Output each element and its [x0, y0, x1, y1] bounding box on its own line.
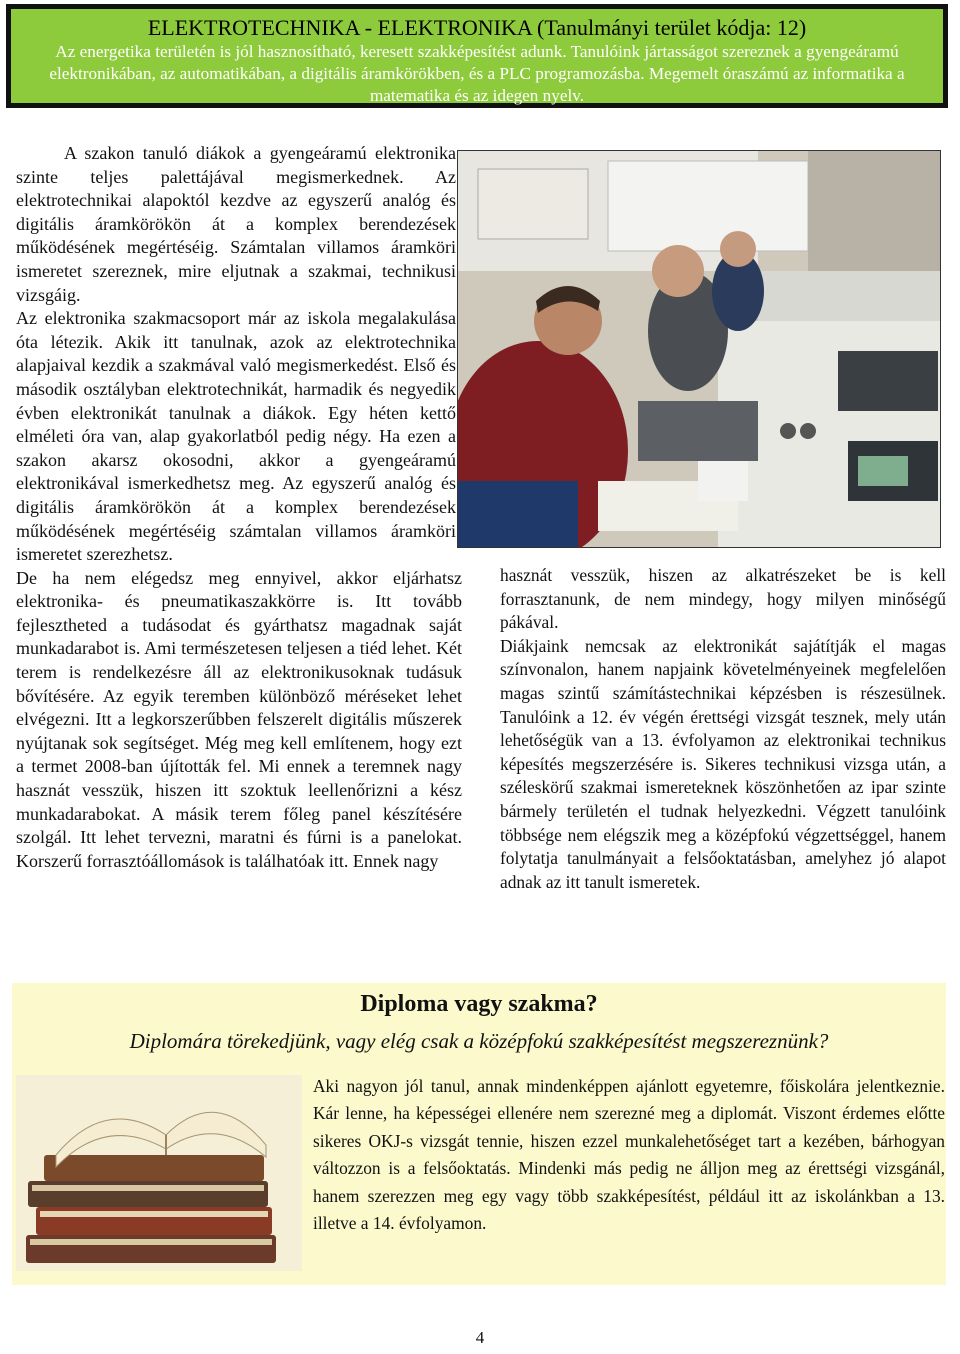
classroom-photo: [457, 150, 941, 548]
diploma-text: Aki nagyon jól tanul, annak mindenképpen ajánlott egyetemre, főiskolára jelentkeznie. Kár lenne, ha képességei ellenére nem szerezné meg a diplomát. Viszont érdemes előtte sikeres OKJ-s vizsgát tennie, hiszen ezzel munkalehetőséget tart a kezében, bárhogyan változzon is a felsőoktatás. Mindenki más pedig ne álljon meg az érettségi vizsgánál, hanem szerezzen meg egy vagy több szakképesítést, például itt az iskolánkban a 13. illetve a 14. évfolyamon.: [313, 1076, 945, 1234]
page-number: 4: [475, 1328, 485, 1347]
banner-text: Az energetika területén is jól hasznosítható, keresett szakképesítést adunk. Tanulóink jártasságot szereznek a gyengeáramú elektronikában, az automatikában, a digitális áramkörökben, és a PLC programozásba. Megemelt óraszámú az informatika a matematika és az idegen nyelv.: [49, 42, 905, 105]
banner-title: ELEKTROTECHNIKA - ELEKTRONIKA (Tanulmányi terület kódja: 12): [147, 15, 807, 40]
diploma-title: Diploma vagy szakma?: [360, 991, 598, 1017]
header-banner: [6, 4, 948, 108]
left-paragraph-3: De ha nem elégedsz meg ennyivel, akkor eljárhatsz elektronika- és pneumatikaszakkörre is. Itt tovább fejlesztheted a tudásodat és gyárthatsz magadnak saját munkadarabot is. Ami természetesen teljesen a tiéd lehet. Két terem is rendelkezésre áll az elektronikusoknak tudásuk bővítésére. Az egyik teremben különböző méréseket lehet elvégezni. Itt a legkorszerűbben felszerelt digitális műszerek nyújtanak sok segítséget. Még meg kell említenem, hogy ezt a termet 2008-ban újították fel. Mi ennek a teremnek nagy hasznát vesszük, hiszen itt szoktuk leellenőrizni a kész munkadarabokat. A másik terem főleg panel készítésére szolgál. Itt lehet tervezni, maratni és fúrni is a panelokat. Korszerű forrasztóállomások is találhatóak itt. Ennek nagy: [16, 567, 462, 871]
diploma-subtitle: Diplomára törekedjünk, vagy elég csak a középfokú szakképesítést megszereznünk?: [129, 1029, 829, 1053]
diploma-box: [12, 983, 946, 1285]
right-paragraph-2: Diákjaink nemcsak az elektronikát sajátítják el magas színvonalon, hanem napjaink követelményeinek megfelelően magas szintű számítástechnikai képzésben is részesülnek. Tanulóink a 12. év végén érettségi vizsgát tesznek, mely után lehetőségük van a 13. évfolyamon az elektronikai technikus képesítés megszerzésére is. Sikeres technikusi vizsga után, a széleskörű szakmai ismereteknek köszönhetően az ipar szinte bármely területén el tudnak helyezkedni. Végzett tanulóink többsége nem elégszik meg a középfokú végzettséggel, hanem folytatja tanulmányait a felsőoktatásban, amelyhez jó alapot adnak az itt tanult ismeretek.: [500, 635, 946, 892]
books-image: [16, 1075, 302, 1271]
book-stack-illustration: [16, 1075, 302, 1271]
lab-scene-illustration: [458, 151, 941, 548]
right-column: [500, 564, 946, 894]
left-column: [16, 142, 462, 873]
left-paragraph-1: A szakon tanuló diákok a gyengeáramú elektronika szinte teljes palettájával megismerkednek. Az elektrotechnikai alapoktól kezdve az egyszerű analóg és digitális áramkörökön át a komplex berendezések működésének megértéséig. Számtalan villamos áramköri ismeretet szereznek, mire eljutnak a szakmai, technikusi vizsgáig.: [16, 143, 456, 305]
left-paragraph-2: Az elektronika szakmacsoport már az iskola megalakulása óta létezik. Akik itt tanulnak, azok az elektrotechnika alapjaival kezdik a szakmával való megismerkedést. Első és második osztályban elektrotechnikát, harmadik és negyedik évben elektronikát tanulnak a diákok. Egy héten kettő elméleti óra van, alap gyakorlatból pedig négy. Ha ezen a szakon akarsz okosodni, akkor a gyengeáramú elektronikával ismerkedhetsz meg. Az egyszerű analóg és digitális áramkörökön át a komplex berendezések működésének megértéséig számtalan villamos áramköri ismeretet szerezhetsz.: [16, 308, 456, 565]
right-paragraph-1: hasznát vesszük, hiszen az alkatrészeket be is kell forrasztanunk, de nem mindegy, hogy milyen minőségű pákával.: [500, 565, 946, 633]
